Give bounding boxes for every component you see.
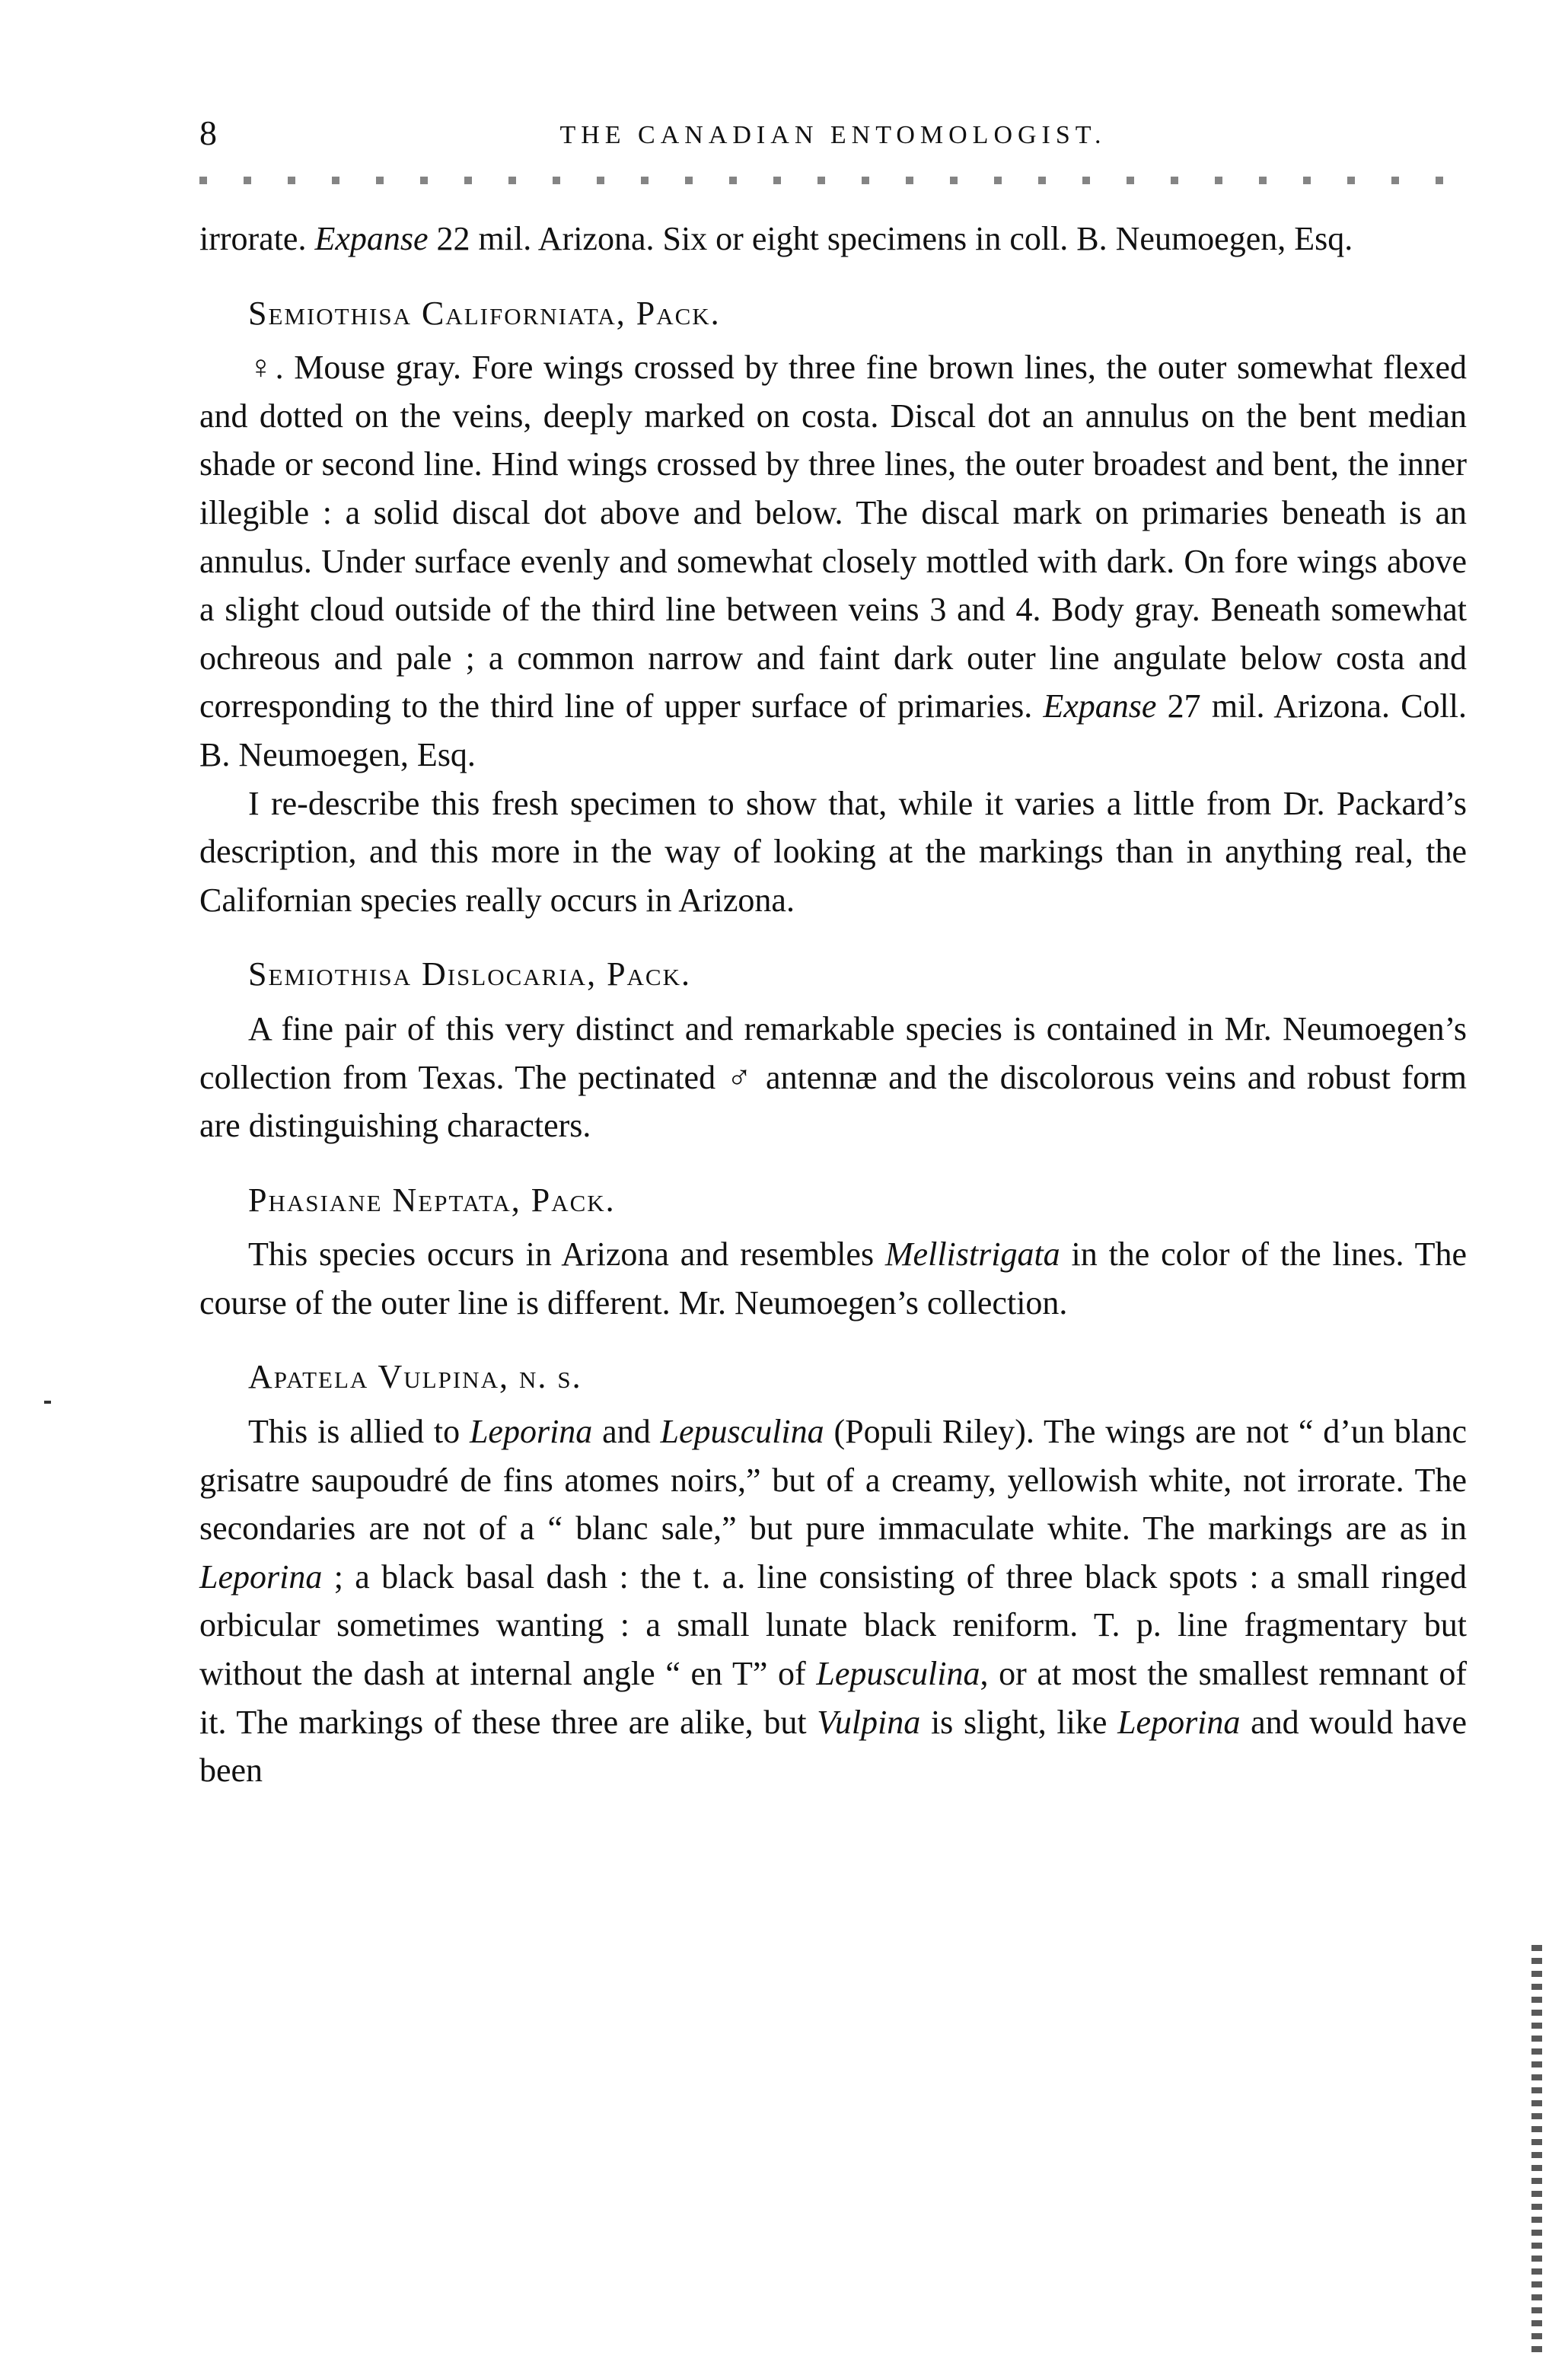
text-run: 27 mil. Arizona. Coll. B. Neumoegen, Esq. <box>199 687 1467 773</box>
margin-mark-left <box>44 1401 51 1404</box>
italic-text: Leporina <box>469 1413 593 1451</box>
species-heading: Phasiane Neptata, Pack. <box>248 1181 616 1219</box>
text-run: and <box>592 1413 661 1451</box>
journal-title: THE CANADIAN ENTOMOLOGIST. <box>559 121 1107 149</box>
text-run: I re-describe this fresh specimen to show that, while it varies a little from Dr. Packard’s description, and this more in the way of looking at the markings than in anything real, the Californian species really occurs in Arizona. <box>199 784 1467 919</box>
species-heading: Semiothisa Californiata, Pack. <box>248 294 721 332</box>
body-paragraph <box>199 215 1467 263</box>
text-run: in the color of the lines. The course of the outer line is different. Mr. Neumoegen’s collection. <box>199 1235 1467 1321</box>
species-heading: Semiothisa Dislocaria, Pack. <box>248 955 691 993</box>
text-run: and would have been <box>199 1703 1467 1790</box>
text-run: A fine pair of this very distinct and remarkable species is contained in Mr. Neumoegen’s collection from Texas. The pectinated ♂ antennæ and the discolorous veins and robust form are distinguishing characters. <box>199 1009 1467 1145</box>
body-paragraph <box>199 343 1467 779</box>
italic-text: Lepusculina <box>660 1413 824 1451</box>
text-run: is slight, like <box>920 1703 1118 1741</box>
text-run: ♀. Mouse gray. Fore wings crossed by three fine brown lines, the outer somewhat flexed and dotted on the veins, deeply marked on costa. Discal dot an annulus on the bent median shade or second line. Hind wings crossed by three lines, the outer broadest and bent, the inner illegible : a solid discal dot above and below. The discal mark on primaries beneath is an annulus. Under surface evenly and somewhat closely mottled with dark. On fore wings above a slight cloud outside of the third line between veins 3 and 4. Body gray. Beneath somewhat ochreous and pale ; a common narrow and faint dark outer line angulate below costa and corresponding to the third line of upper surface of primaries. <box>199 349 1467 725</box>
italic-text: Lepusculina <box>816 1655 980 1693</box>
text-run: 22 mil. Arizona. Six or eight specimens in coll. B. Neumoegen, Esq. <box>428 220 1353 257</box>
header-rule <box>199 177 1467 184</box>
italic-text: Expanse <box>1043 687 1157 725</box>
species-heading: Apatela Vulpina, n. s. <box>248 1358 582 1396</box>
italic-text: Leporina <box>1117 1703 1241 1741</box>
body-paragraph <box>199 1408 1467 1795</box>
italic-text: Vulpina <box>817 1703 921 1741</box>
italic-text: Leporina <box>199 1557 323 1596</box>
text-run: irrorate. <box>199 220 315 257</box>
italic-text: Mellistrigata <box>884 1235 1060 1274</box>
body-paragraph <box>199 779 1467 925</box>
article-body <box>199 215 1467 1795</box>
text-run: This is allied to <box>248 1413 470 1451</box>
running-head <box>199 114 1467 160</box>
body-paragraph <box>199 1230 1467 1327</box>
text-run: , or at most the smallest remnant of it. The markings of these three are alike, but <box>199 1655 1467 1741</box>
text-run: This species occurs in Arizona and resembles <box>248 1235 885 1274</box>
page-number: 8 <box>199 113 217 152</box>
body-paragraph <box>199 1005 1467 1150</box>
italic-text: Expanse <box>314 220 429 257</box>
text-run: (Populi Riley). The wings are not “ d’un blanc grisatre saupoudré de fins atomes noirs,” but of a creamy, yellowish white, not irrorate. The secondaries are not of a “ blanc sale,” but pure immaculate white. The markings are as in <box>199 1413 1468 1548</box>
margin-mark-right <box>1531 1945 1542 2356</box>
text-run: ; a black basal dash : the t. a. line consisting of three black spots : a small ringed orbicular sometimes wanting : a small lunate black reniform. T. p. line fragmentary but without the dash at internal angle “ en T” of <box>199 1557 1467 1693</box>
